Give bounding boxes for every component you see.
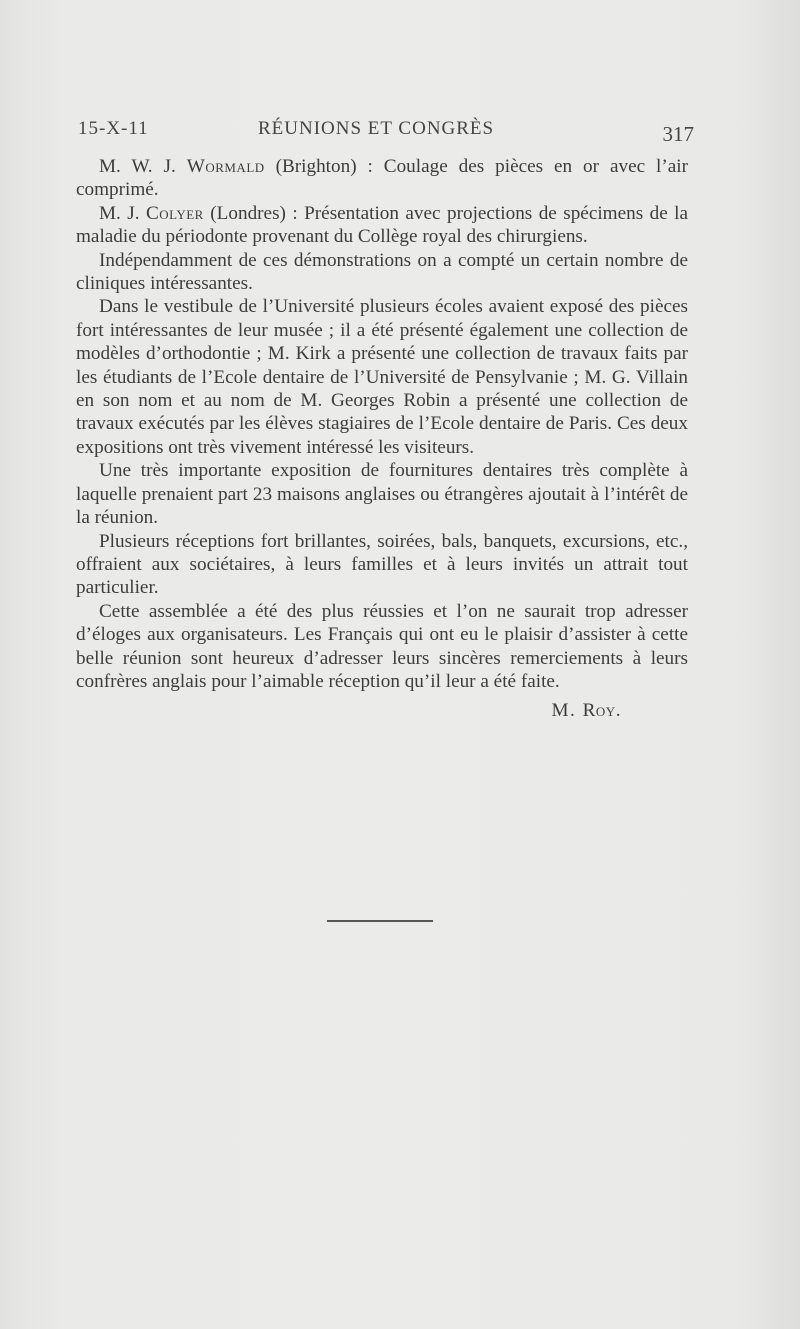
- running-header: [78, 118, 694, 148]
- closing-rule: [327, 920, 433, 922]
- author-name: Wormald: [186, 156, 265, 177]
- signature-suffix: .: [615, 700, 622, 722]
- page-number: 317: [662, 122, 694, 146]
- paragraph-colyer: [76, 202, 688, 249]
- author-name: Colyer: [146, 202, 204, 224]
- paragraph-prefix: M. J.: [99, 202, 146, 224]
- paragraph-exposition: Une très importante exposition de fournitures dentaires très complète à laquelle prenaient part 23 maisons anglaises ou étrangères ajoutait à l’intérêt de la réunion.: [76, 460, 688, 529]
- signature-name: Roy: [582, 700, 616, 722]
- paragraph-text: (Brighton) : Coulage des pièces en or avec l’air comprimé.: [76, 156, 688, 201]
- signature-prefix: M.: [551, 700, 583, 722]
- paragraph-receptions: Plusieurs réceptions fort brillantes, soirées, bals, banquets, excursions, etc., offraient aux sociétaires, à leurs familles et à leurs invités un attrait tout particulier.: [76, 530, 688, 599]
- paragraph-text: (Londres) : Présentation avec projections de spécimens de la maladie du périodonte provenant du Collège royal des chirurgiens.: [76, 202, 688, 248]
- paragraph-vestibule: Dans le vestibule de l’Université plusieurs écoles avaient exposé des pièces fort intéressantes de leur musée ; il a été présenté également une collection de modèles d’orthodontie ; M. Kirk a présenté une collection de travaux faits par les étudiants de l’Ecole dentaire de l’Université de Pensylvanie ; M. G. Villain en son nom et au nom de M. Georges Robin a présenté une collection de travaux exécutés par les élèves stagiaires de l’Ecole dentaire de Paris. Ces deux expositions ont très vivement intéressé les visiteurs.: [76, 296, 688, 458]
- paragraph-conclusion: Cette assemblée a été des plus réussies et l’on ne saurait trop adresser d’éloges aux organisateurs. Les Français qui ont eu le plaisir d’assister à cette belle réunion sont heureux d’adresser leurs sincères remerciements à leurs confrères anglais pour l’aimable réception qu’il leur a été faite.: [76, 600, 688, 692]
- signature: [76, 699, 688, 722]
- paragraph-wormald: [76, 155, 688, 202]
- article-body: [76, 155, 688, 723]
- date-folio: 15-X-11: [78, 118, 149, 139]
- running-title: RÉUNIONS ET CONGRÈS: [258, 118, 495, 139]
- paragraph-prefix: M. W. J.: [99, 156, 187, 177]
- paragraph-cliniques: Indépendamment de ces démonstrations on a compté un certain nombre de cliniques intéressantes.: [76, 249, 688, 295]
